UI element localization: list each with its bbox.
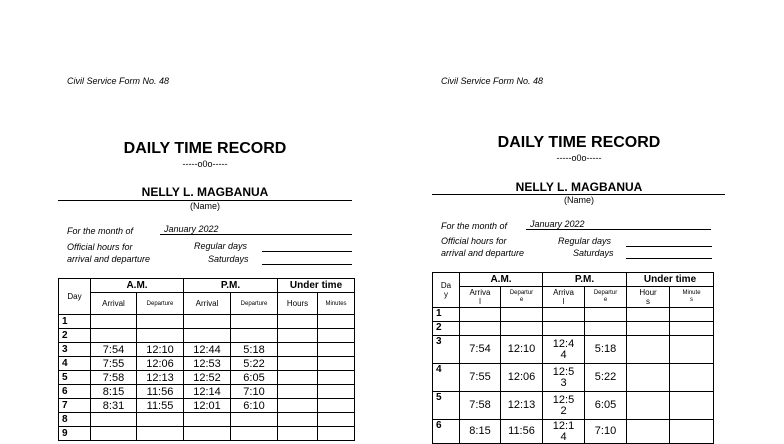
undertime-minutes-cell (670, 322, 714, 336)
undertime-minutes-header: Minutes (318, 293, 355, 315)
am-arrival-cell: 8:15 (460, 420, 501, 444)
day-number: 4 (59, 357, 91, 371)
time-record-table (58, 278, 355, 441)
header-line-1: Departur (509, 290, 534, 296)
table-row (433, 322, 714, 336)
table-row (433, 420, 714, 444)
saturdays-label: Saturdays (573, 248, 614, 258)
am-departure-cell (137, 315, 184, 329)
form-number: Civil Service Form No. 48 (67, 76, 170, 86)
table-row (59, 315, 355, 329)
undertime-hours-header (627, 287, 670, 308)
am-arrival-cell: 7:58 (460, 392, 501, 420)
official-hours-label-2: arrival and departure (67, 254, 151, 264)
am-departure-cell: 12:06 (501, 364, 543, 392)
header-line-2: e (603, 297, 608, 303)
am-departure-cell: 12:06 (137, 357, 184, 371)
table-row (59, 343, 355, 357)
cell-line-1: 12:4 (552, 337, 575, 350)
am-departure-cell (137, 413, 184, 427)
month-value: January 2022 (160, 224, 352, 235)
am-departure-cell (501, 322, 543, 336)
table-row (433, 364, 714, 392)
cell-line-2: 4 (560, 348, 567, 361)
pm-arrival-cell (543, 308, 585, 322)
pm-departure-cell (231, 329, 278, 343)
pm-departure-cell: 5:22 (231, 357, 278, 371)
table-row (59, 357, 355, 371)
pm-departure-cell: 7:10 (231, 385, 278, 399)
table-row (59, 371, 355, 385)
pm-arrival-cell (184, 413, 231, 427)
undertime-minutes-cell (318, 315, 355, 329)
official-hours-label-2: arrival and departure (441, 248, 525, 258)
am-departure-cell (501, 308, 543, 322)
pm-arrival-cell (184, 329, 231, 343)
pm-arrival-cell (543, 336, 585, 364)
day-number: 8 (59, 413, 91, 427)
pm-arrival-cell (543, 392, 585, 420)
am-arrival-cell (91, 427, 137, 441)
undertime-minutes-cell (670, 392, 714, 420)
cell-line-2: 4 (560, 430, 567, 443)
pm-departure-cell: 5:18 (585, 336, 627, 364)
undertime-hours-header: Hours (278, 293, 318, 315)
undertime-hours-cell (278, 399, 318, 413)
pm-arrival-header (543, 287, 585, 308)
table-row (59, 413, 355, 427)
month-label: For the month of (441, 221, 508, 231)
saturdays-field[interactable] (262, 254, 352, 265)
am-departure-header (501, 287, 543, 308)
regular-days-field[interactable] (262, 241, 352, 252)
employee-name: NELLY L. MAGBANUA (515, 180, 643, 194)
title-separator: -----o0o----- (182, 159, 228, 169)
pm-arrival-cell (543, 420, 585, 444)
pm-arrival-cell: 12:14 (184, 385, 231, 399)
day-header (433, 273, 460, 308)
header-line-2: e (519, 297, 524, 303)
title-separator: -----o0o----- (556, 153, 602, 163)
day-number: 9 (59, 427, 91, 441)
undertime-header: Under time (627, 273, 714, 287)
pm-departure-cell: 7:10 (585, 420, 627, 444)
am-departure-cell: 11:55 (137, 399, 184, 413)
undertime-hours-cell (627, 308, 670, 322)
header-line-1: Arriva (469, 288, 491, 297)
day-number: 7 (59, 399, 91, 413)
header-line-2: l (562, 297, 565, 306)
pm-departure-cell (231, 413, 278, 427)
header-line-2: s (690, 297, 694, 303)
table-row (59, 385, 355, 399)
regular-days-field[interactable] (626, 236, 712, 247)
am-arrival-cell (460, 322, 501, 336)
am-arrival-cell (91, 329, 137, 343)
pm-arrival-cell: 12:01 (184, 399, 231, 413)
undertime-minutes-cell (670, 420, 714, 444)
cell-line-1: 12:1 (552, 419, 575, 432)
undertime-hours-cell (278, 385, 318, 399)
month-label: For the month of (67, 226, 134, 236)
header-line-1: Departur (593, 290, 618, 296)
pm-arrival-header: Arrival (184, 293, 231, 315)
undertime-hours-cell (278, 413, 318, 427)
undertime-hours-cell (278, 343, 318, 357)
pm-departure-cell: 6:05 (585, 392, 627, 420)
regular-days-label: Regular days (558, 236, 612, 246)
undertime-minutes-cell (318, 399, 355, 413)
am-arrival-cell: 7:54 (91, 343, 137, 357)
am-arrival-cell: 8:31 (91, 399, 137, 413)
am-arrival-cell (91, 315, 137, 329)
am-departure-header: Departure (137, 293, 184, 315)
day-header-line-2: y (444, 290, 448, 299)
month-value: January 2022 (526, 219, 711, 230)
am-arrival-cell: 7:54 (460, 336, 501, 364)
undertime-minutes-cell (318, 427, 355, 441)
pm-departure-cell: 6:10 (231, 399, 278, 413)
am-departure-cell (137, 427, 184, 441)
table-row (433, 336, 714, 364)
header-line-1: Minute (682, 290, 701, 296)
undertime-minutes-cell (318, 413, 355, 427)
employee-name: NELLY L. MAGBANUA (141, 185, 269, 199)
table-row (433, 392, 714, 420)
saturdays-label: Saturdays (208, 254, 249, 264)
day-header-line-1: Da (440, 281, 452, 290)
undertime-hours-cell (278, 315, 318, 329)
undertime-hours-cell (278, 427, 318, 441)
name-caption: (Name) (563, 195, 594, 205)
pm-arrival-cell: 12:52 (184, 371, 231, 385)
undertime-minutes-header (670, 287, 714, 308)
day-number: 6 (59, 385, 91, 399)
undertime-hours-cell (627, 336, 670, 364)
day-number: 5 (59, 371, 91, 385)
cell-line-1: 12:5 (552, 393, 575, 406)
table-row (59, 427, 355, 441)
form-title: DAILY TIME RECORD (123, 140, 287, 157)
am-arrival-header: Arrival (91, 293, 137, 315)
table-row (433, 308, 714, 322)
pm-arrival-cell (184, 315, 231, 329)
undertime-minutes-cell (318, 357, 355, 371)
pm-arrival-cell (543, 322, 585, 336)
am-departure-cell: 12:13 (501, 392, 543, 420)
day-number: 2 (59, 329, 91, 343)
am-departure-cell: 12:10 (137, 343, 184, 357)
am-departure-cell: 12:13 (137, 371, 184, 385)
undertime-hours-cell (278, 357, 318, 371)
am-departure-cell: 12:10 (501, 336, 543, 364)
am-arrival-cell: 7:55 (460, 364, 501, 392)
official-hours-label: Official hours for (67, 242, 133, 252)
pm-departure-header (585, 287, 627, 308)
form-number: Civil Service Form No. 48 (441, 76, 544, 86)
undertime-hours-cell (278, 371, 318, 385)
pm-arrival-cell (184, 427, 231, 441)
header-line-2: s (646, 297, 651, 306)
am-departure-cell: 11:56 (501, 420, 543, 444)
day-number: 5 (433, 392, 460, 420)
undertime-minutes-cell (318, 329, 355, 343)
name-caption: (Name) (189, 201, 220, 211)
pm-departure-cell (585, 308, 627, 322)
cell-line-2: 2 (560, 404, 567, 417)
regular-days-label: Regular days (194, 241, 248, 251)
am-arrival-header (460, 287, 501, 308)
day-number: 1 (433, 308, 460, 322)
undertime-hours-cell (627, 322, 670, 336)
cell-line-2: 3 (560, 376, 567, 389)
form-title: DAILY TIME RECORD (497, 134, 661, 151)
pm-arrival-cell: 12:53 (184, 357, 231, 371)
undertime-minutes-cell (670, 336, 714, 364)
saturdays-field[interactable] (626, 248, 712, 259)
pm-arrival-cell (543, 364, 585, 392)
day-number: 4 (433, 364, 460, 392)
undertime-minutes-cell (670, 308, 714, 322)
pm-departure-cell (231, 427, 278, 441)
time-record-table (432, 272, 714, 444)
cell-line-1: 12:5 (552, 365, 575, 378)
pm-departure-cell: 6:05 (231, 371, 278, 385)
table-row (59, 399, 355, 413)
day-number: 6 (433, 420, 460, 444)
am-arrival-cell: 8:15 (91, 385, 137, 399)
header-line-2: l (479, 297, 481, 306)
pm-departure-cell: 5:22 (585, 364, 627, 392)
official-hours-label: Official hours for (441, 236, 507, 246)
undertime-hours-cell (627, 392, 670, 420)
pm-departure-cell (231, 315, 278, 329)
am-departure-cell: 11:56 (137, 385, 184, 399)
undertime-minutes-cell (318, 371, 355, 385)
undertime-minutes-cell (318, 385, 355, 399)
am-header: A.M. (91, 279, 184, 293)
undertime-hours-cell (627, 420, 670, 444)
day-number: 3 (59, 343, 91, 357)
undertime-minutes-cell (318, 343, 355, 357)
pm-departure-cell: 5:18 (231, 343, 278, 357)
pm-arrival-cell: 12:44 (184, 343, 231, 357)
undertime-minutes-cell (670, 364, 714, 392)
undertime-header: Under time (278, 279, 355, 293)
pm-departure-cell (585, 322, 627, 336)
pm-departure-header: Departure (231, 293, 278, 315)
day-number: 2 (433, 322, 460, 336)
day-number: 3 (433, 336, 460, 364)
pm-header: P.M. (184, 279, 278, 293)
am-arrival-cell (91, 413, 137, 427)
undertime-hours-cell (278, 329, 318, 343)
am-arrival-cell (460, 308, 501, 322)
am-arrival-cell: 7:58 (91, 371, 137, 385)
header-line-1: Hour (639, 288, 657, 297)
am-departure-cell (137, 329, 184, 343)
header-line-1: Arriva (553, 288, 574, 297)
day-number: 1 (59, 315, 91, 329)
am-arrival-cell: 7:55 (91, 357, 137, 371)
pm-header: P.M. (543, 273, 627, 287)
table-row (59, 329, 355, 343)
undertime-hours-cell (627, 364, 670, 392)
am-header: A.M. (460, 273, 543, 287)
day-header: Day (59, 279, 91, 315)
